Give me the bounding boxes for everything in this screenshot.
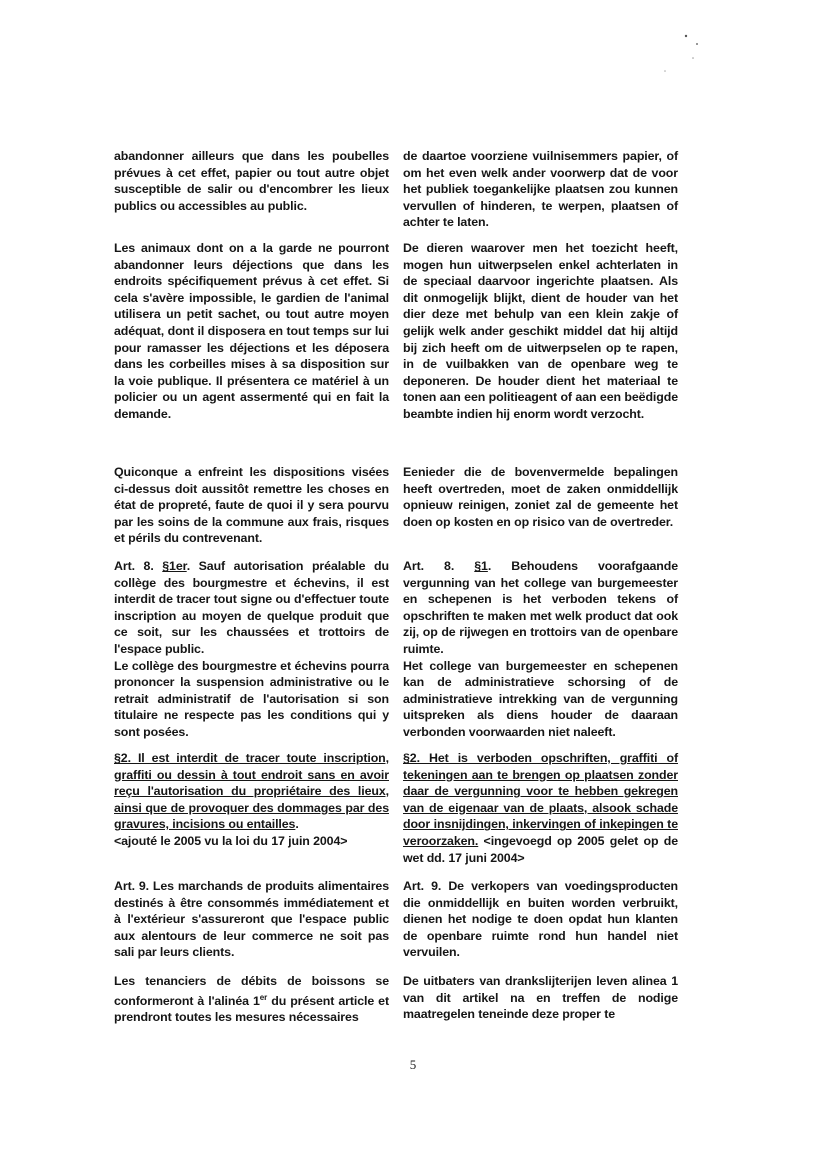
left-paragraph-offenders: Quiconque a enfreint les dispositions visées ci-dessus doit aussitôt remettre les choses en état de propreté, faute de quoi il y sera pourvu par les soins de la commune aux frais, risques et périls du contrevenant.	[114, 465, 389, 546]
left-sec2-underlined: §2. Il est interdit de tracer toute inscription, graffiti ou dessin à tout endroit sans en avoir reçu l'autorisation du propriétaire des lieux, ainsi que de provoquer des dommages par des gravures, incisions ou entailles	[114, 751, 389, 832]
right-sec2-note: <ingevoegd op 2005 gelet op de wet dd. 17 juni 2004>	[403, 833, 678, 865]
right-art9-label: Art. 9.	[403, 879, 442, 893]
scan-specks	[0, 0, 826, 120]
left-art8-text: . Sauf autorisation préalable du collège des bourgmestre et échevins, il est interdit de tracer tout signe ou d'effectuer toute inscription au moyen de quelque produit que ce soit, sur les chaussées et trottoirs de l'espace public.	[114, 559, 389, 656]
right-article-9	[403, 878, 678, 961]
right-art9-text: De verkopers van voedingsproducten die onmiddellijk en buiten worden verbruikt, dienen het nodige te doen opdat hun klanten de openbare ruimte rond hun handel niet vervuilen.	[403, 879, 678, 960]
left-art8-section: §1er	[162, 559, 187, 573]
right-section-2	[403, 750, 678, 866]
left-art8-label: Art. 8.	[114, 559, 154, 573]
right-paragraph-1: de daartoe voorziene vuilnisemmers papier, of om het even welk ander voorwerp dat de voor het publiek toegankelijke plaatsen zou kunnen vervullen of hinderen, te werpen, plaatsen of achter te laten.	[403, 149, 678, 230]
right-sec2-underlined: §2. Het is verboden opschriften, graffiti of tekeningen aan te brengen op plaatsen zonder daar de vergunning voor te hebben gekregen van de eigenaar van de plaats, alsook schade door insnijdingen, inkervingen of inkepingen te veroorzaken.	[403, 751, 678, 848]
left-art8-paragraph-2: Le collège des bourgmestre et échevins pourra prononcer la suspension administrative ou le retrait administratif de l'autorisation si son titulaire ne respecte pas les conditions qui y sont posées.	[114, 658, 389, 739]
left-last-text-a: Les tenanciers de débits de boissons se conformeront à l'alinéa 1	[114, 974, 389, 1008]
right-art8-section: §1	[474, 559, 488, 573]
left-paragraph-last	[114, 973, 389, 1026]
left-sec2-end: .	[295, 817, 299, 832]
right-art8-text: . Behoudens voorafgaande vergunning van het college van burgemeester en schepenen is het verboden tekens of opschriften te maken met welk product dat ook zij, op de rijwegen en trottoirs van de openbare ruimte.	[403, 559, 678, 656]
left-article-8	[114, 558, 389, 741]
left-paragraph-animals: Les animaux dont on a la garde ne pourront abandonner leurs déjections que dans les endroits spécifiquement prévus à cet effet. Si cela s'avère impossible, le gardien de l'animal utilisera un petit sachet, ou tout autre moyen adéquat, dont il disposera en tout temps sur lui pour ramasser les déjections et les déposera dans les corbeilles mises à sa disposition sur la voie publique. Il présentera ce matériel à un policier ou un agent assermenté qui en fait la demande.	[114, 241, 389, 421]
left-article-9	[114, 878, 389, 961]
page-number: 5	[409, 1057, 417, 1072]
left-last-sup: er	[259, 992, 268, 1002]
left-section-2	[114, 750, 389, 850]
right-article-8	[403, 558, 678, 741]
left-last-text-b: du présent article et prendront toutes les mesures nécessaires	[114, 993, 389, 1025]
right-art8-label: Art. 8.	[403, 559, 455, 573]
right-paragraph-last: De uitbaters van drankslijterijen leven alinea 1 van dit artikel na en treffen de nodige maatregelen teneinde deze proper te	[403, 974, 678, 1022]
right-paragraph-offenders: Eenieder die de bovenvermelde bepalingen heeft overtreden, moet de zaken onmiddellijk opnieuw reinigen, zoniet zal de gemeente het doen op kosten en op risico van de overtreder.	[403, 465, 678, 529]
right-art8-paragraph-2: Het college van burgemeester en schepenen kan de administratieve schorsing of de administratieve intrekking van de vergunning uitspreken als diens houder de daaraan verbonden voorwaarden niet naleeft.	[403, 658, 678, 739]
left-art9-label: Art. 9.	[114, 879, 149, 893]
right-paragraph-animals: De dieren waarover men het toezicht heeft, mogen hun uitwerpselen enkel achterlaten in de speciaal daarvoor ingerichte plaatsen. Als dit onmogelijk blijkt, dient de houder van het dier deze met behulp van een klein zakje of gelijk welk ander geschikt middel dat hij altijd bij zich heeft om de uitwerpselen op te rapen, in de vuilbakken van de openbare weg te deponeren. De houder dient het materiaal te tonen aan een politieagent of aan een beëdigde beambte indien hij enorm wordt verzocht.	[403, 241, 678, 421]
left-art9-text: Les marchands de produits alimentaires destinés à être consommés immédiatement et à l'extérieur s'assureront que l'espace public aux alentours de leur commerce ne soit pas sali par leurs clients.	[114, 879, 389, 960]
left-sec2-note: <ajouté le 2005 vu la loi du 17 juin 2004>	[114, 833, 348, 848]
left-paragraph-1: abandonner ailleurs que dans les poubelles prévues à cet effet, papier ou tout autre objet susceptible de salir ou d'encombrer les lieux publics ou accessibles au public.	[114, 149, 389, 213]
